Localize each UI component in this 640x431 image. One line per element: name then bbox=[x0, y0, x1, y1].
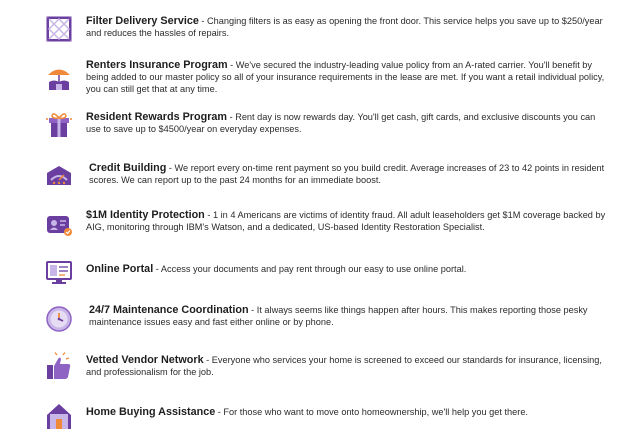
clock-icon bbox=[44, 304, 74, 334]
item-description: Rent day is now rewards day. You'll get cash, gift cards, and exclusive discounts you can use to save up to $4500/year on everyday expenses. bbox=[86, 112, 596, 134]
title-separator: - bbox=[215, 407, 224, 417]
title-separator: - bbox=[204, 210, 213, 220]
title-separator: - bbox=[227, 112, 236, 122]
item-title: Home Buying Assistance bbox=[86, 406, 216, 418]
title-separator: - bbox=[198, 16, 208, 26]
item-title: Renters Insurance Program bbox=[86, 59, 228, 71]
title-separator: - bbox=[248, 305, 257, 315]
thumbs-up-icon bbox=[44, 352, 74, 382]
item-title: Online Portal bbox=[86, 263, 154, 275]
item-description: For those who want to move onto homeownership, we'll help you get there. bbox=[223, 407, 528, 417]
item-description: It always seems like things happen after hours. This makes reporting those pesky maintenance issues easy and fast either online or by phone. bbox=[89, 305, 588, 327]
item-title: 24/7 Maintenance Coordination bbox=[89, 304, 249, 316]
house-icon bbox=[44, 401, 74, 431]
gift-icon bbox=[44, 110, 74, 140]
item-description: Access your documents and pay rent through our easy to use online portal. bbox=[160, 264, 467, 274]
id-card-icon bbox=[44, 209, 74, 239]
title-separator: - bbox=[227, 60, 236, 70]
item-title: Credit Building bbox=[89, 162, 167, 174]
item-title: Vetted Vendor Network bbox=[86, 354, 204, 366]
item-description: We report every on-time rent payment so you build credit. Average increases of 23 to 42 points in resident scores. We can report up to the past 24 months for an immediate boost. bbox=[89, 163, 605, 185]
filter-icon bbox=[44, 14, 74, 44]
title-separator: - bbox=[203, 355, 212, 365]
item-description: Changing filters is as easy as opening the front door. This service helps you save up to $250/year and reduces the hassles of repairs. bbox=[86, 16, 603, 38]
umbrella-house-icon bbox=[44, 62, 74, 92]
credit-score-icon bbox=[44, 161, 74, 191]
item-title: $1M Identity Protection bbox=[86, 209, 205, 221]
item-title: Resident Rewards Program bbox=[86, 111, 228, 123]
item-description: We've secured the industry-leading value policy from an A-rated carrier. You'll benefit by being added to our master policy so all of your insurance requirements in the lease are met. If you want a retail individual policy, you can still get that at any time. bbox=[86, 60, 605, 94]
title-separator: - bbox=[153, 264, 161, 274]
item-description: 1 in 4 Americans are victims of identity fraud. All adult leaseholders get $1M coverage backed by AIG, monitoring through IBM's Watson, and a dedicated, US-based Identity Restoration Specialist. bbox=[86, 210, 606, 232]
title-separator: - bbox=[166, 163, 175, 173]
item-description: Everyone who services your home is screened to exceed our standards for insurance, licensing, and professionalism for the job. bbox=[86, 355, 602, 377]
item-title: Filter Delivery Service bbox=[86, 15, 199, 27]
monitor-icon bbox=[44, 257, 74, 287]
